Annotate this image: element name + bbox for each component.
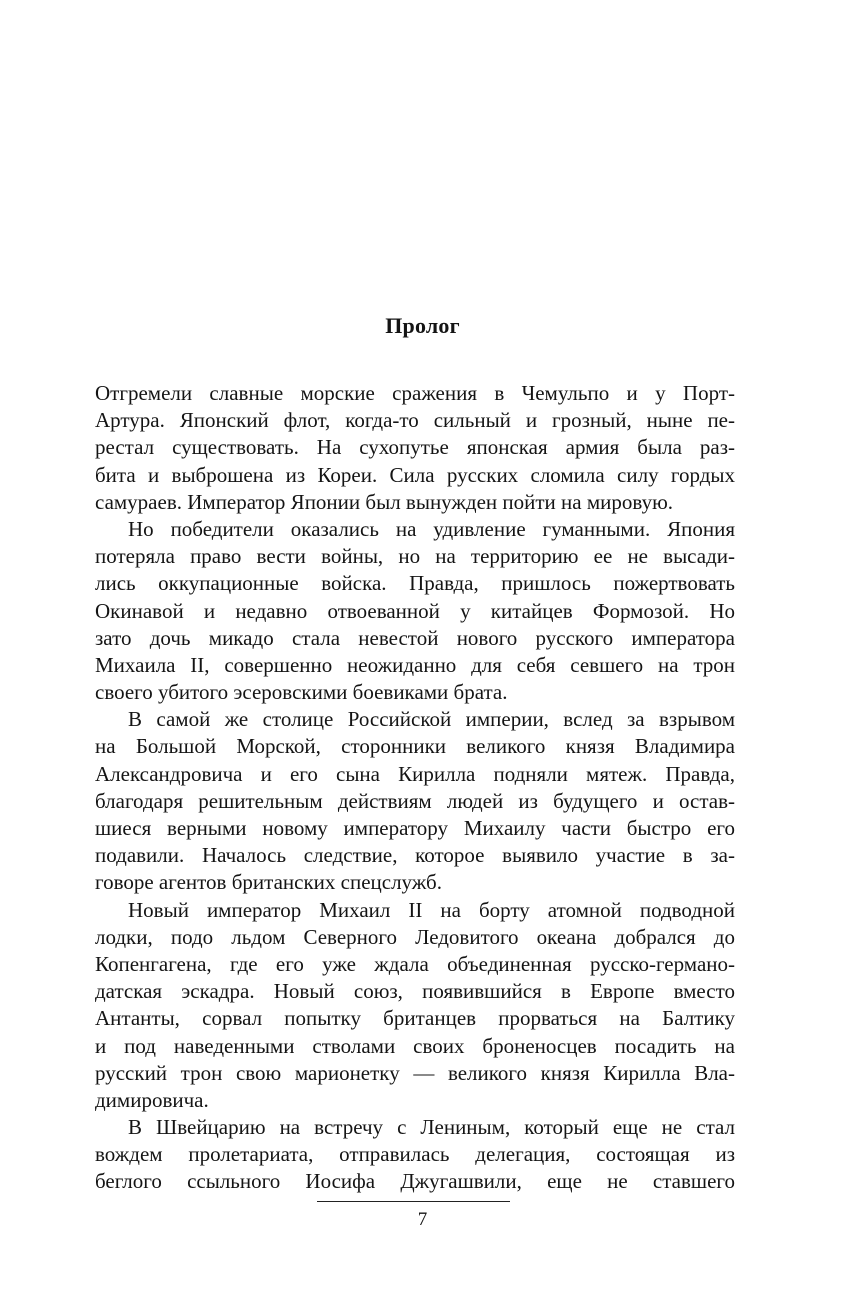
text-line: Александровича и его сына Кирилла подняли мятеж. Правда, [95, 761, 735, 786]
text-line: Артура. Японский флот, когда-то сильный и грозный, ныне пе- [95, 408, 735, 433]
text-line: Отгремели славные морские сражения в Чемульпо и у Порт- [95, 381, 735, 405]
text-line: лись оккупационные войска. Правда, пришлось пожертвовать [95, 571, 735, 596]
text-line: рестал существовать. На сухопутье японская армия была раз- [95, 435, 735, 460]
text-line: Новый император Михаил II на борту атомной подводной [128, 897, 735, 922]
text-line: датская эскадра. Новый союз, появившийся в Европе вместо [95, 979, 735, 1004]
text-line: русский трон свою марионетку — великого князя Кирилла Вла- [95, 1060, 735, 1085]
text-line: зато дочь микадо стала невестой нового русского императора [95, 625, 735, 650]
text-line: своего убитого эсеровскими боевиками брата. [95, 680, 508, 705]
text-line: Окинавой и недавно отвоеванной у китайцев Формозой. Но [95, 598, 735, 623]
text-line: и под наведенными стволами своих броненосцев посадить на [95, 1033, 735, 1058]
text-line: благодаря решительным действиям людей из будущего и остав- [95, 788, 735, 813]
text-line: димировича. [95, 1087, 209, 1112]
text-line: Копенгагена, где его уже ждала объединенная русско-германо- [95, 951, 735, 976]
text-line: шиеся верными новому императору Михаилу части быстро его [95, 816, 735, 840]
text-line: говоре агентов британских спецслужб. [95, 870, 442, 895]
text-line: бита и выброшена из Кореи. Сила русских сломила силу гордых [95, 462, 735, 487]
text-line: Антанты, сорвал попытку британцев прорваться на Балтику [95, 1006, 735, 1031]
text-line: В Швейцарию на встречу с Лениным, который еще не стал [128, 1115, 735, 1140]
text-line: В самой же столице Российской империи, вслед за взрывом [128, 707, 735, 732]
footer-rule [317, 1201, 510, 1202]
text-line: Михаила II, совершенно неожиданно для себя севшего на трон [95, 652, 735, 677]
prologue-body-text [95, 380, 735, 1196]
text-line: вождем пролетариата, отправилась делегация, состоящая из [95, 1142, 735, 1167]
text-line: подавили. Началось следствие, которое выявило участие в за- [95, 843, 735, 868]
chapter-title: Пролог [385, 313, 460, 338]
text-line: лодки, подо льдом Северного Ледовитого океана добрался до [95, 924, 735, 949]
text-line: самураев. Император Японии был вынужден пойти на мировую. [95, 489, 674, 514]
page-number: 7 [417, 1209, 428, 1230]
text-line: потеряла право вести войны, но на территорию ее не высади- [95, 544, 735, 569]
text-line: Но победители оказались на удивление гуманными. Япония [128, 516, 735, 541]
text-line: беглого ссыльного Иосифа Джугашвили, еще не ставшего [95, 1169, 735, 1194]
text-line: на Большой Морской, сторонники великого князя Владимира [95, 734, 735, 759]
